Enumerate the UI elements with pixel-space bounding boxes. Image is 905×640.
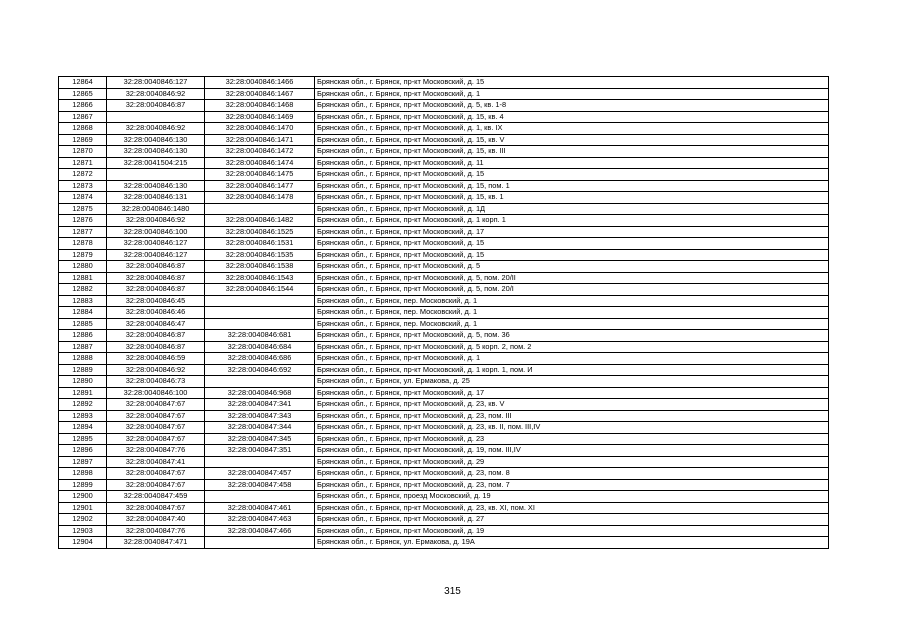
land-cadastral-number-cell [107, 111, 205, 123]
table-row [59, 203, 829, 215]
row-number-cell: 12900 [59, 491, 107, 503]
table-row [59, 445, 829, 457]
object-cadastral-number-cell: 32:28:0040847:345 [205, 433, 315, 445]
address-cell: Брянская обл., г. Брянск, пр-кт Московский, д. 15 [315, 249, 829, 261]
address-cell: Брянская обл., г. Брянск, пр-кт Московский, д. 23, кв. XI, пом. XI [315, 502, 829, 514]
row-number-cell: 12903 [59, 525, 107, 537]
table-row [59, 192, 829, 204]
address-cell: Брянская обл., г. Брянск, пр-кт Московский, д. 17 [315, 387, 829, 399]
land-cadastral-number-cell: 32:28:0040846:100 [107, 387, 205, 399]
row-number-cell: 12864 [59, 77, 107, 89]
table-row [59, 284, 829, 296]
land-cadastral-number-cell: 32:28:0040846:87 [107, 341, 205, 353]
table-row [59, 146, 829, 158]
object-cadastral-number-cell: 32:28:0040846:1535 [205, 249, 315, 261]
object-cadastral-number-cell: 32:28:0040847:458 [205, 479, 315, 491]
land-cadastral-number-cell: 32:28:0040846:45 [107, 295, 205, 307]
row-number-cell: 12868 [59, 123, 107, 135]
object-cadastral-number-cell: 32:28:0040847:466 [205, 525, 315, 537]
land-cadastral-number-cell: 32:28:0040846:92 [107, 123, 205, 135]
address-cell: Брянская обл., г. Брянск, пр-кт Московский, д. 5 [315, 261, 829, 273]
land-cadastral-number-cell: 32:28:0040847:40 [107, 514, 205, 526]
land-cadastral-number-cell: 32:28:0040847:459 [107, 491, 205, 503]
row-number-cell: 12888 [59, 353, 107, 365]
row-number-cell: 12874 [59, 192, 107, 204]
table-row [59, 422, 829, 434]
row-number-cell: 12884 [59, 307, 107, 319]
row-number-cell: 12872 [59, 169, 107, 181]
land-cadastral-number-cell: 32:28:0040847:471 [107, 537, 205, 549]
table-row [59, 456, 829, 468]
address-cell: Брянская обл., г. Брянск, пр-кт Московский, д. 19, пом. III,IV [315, 445, 829, 457]
object-cadastral-number-cell: 32:28:0040846:692 [205, 364, 315, 376]
address-cell: Брянская обл., г. Брянск, пр-кт Московский, д. 1 [315, 88, 829, 100]
land-cadastral-number-cell: 32:28:0040847:67 [107, 433, 205, 445]
object-cadastral-number-cell: 32:28:0040847:351 [205, 445, 315, 457]
object-cadastral-number-cell: 32:28:0040846:968 [205, 387, 315, 399]
table-row [59, 341, 829, 353]
object-cadastral-number-cell: 32:28:0040847:343 [205, 410, 315, 422]
land-cadastral-number-cell: 32:28:0040847:67 [107, 410, 205, 422]
land-cadastral-number-cell: 32:28:0040846:47 [107, 318, 205, 330]
object-cadastral-number-cell: 32:28:0040846:1475 [205, 169, 315, 181]
object-cadastral-number-cell [205, 307, 315, 319]
land-cadastral-number-cell: 32:28:0040846:87 [107, 261, 205, 273]
object-cadastral-number-cell [205, 376, 315, 388]
table-row [59, 318, 829, 330]
land-cadastral-number-cell: 32:28:0040846:1480 [107, 203, 205, 215]
object-cadastral-number-cell: 32:28:0040846:1470 [205, 123, 315, 135]
row-number-cell: 12875 [59, 203, 107, 215]
object-cadastral-number-cell: 32:28:0040846:1478 [205, 192, 315, 204]
table-row [59, 261, 829, 273]
table-row [59, 157, 829, 169]
address-cell: Брянская обл., г. Брянск, пр-кт Московский, д. 17 [315, 226, 829, 238]
table-row [59, 272, 829, 284]
object-cadastral-number-cell: 32:28:0040846:1468 [205, 100, 315, 112]
address-cell: Брянская обл., г. Брянск, пр-кт Московский, д. 23 [315, 433, 829, 445]
object-cadastral-number-cell: 32:28:0040846:1472 [205, 146, 315, 158]
table-row [59, 226, 829, 238]
page-number: 315 [444, 586, 461, 597]
address-cell: Брянская обл., г. Брянск, пер. Московский, д. 1 [315, 307, 829, 319]
address-cell: Брянская обл., г. Брянск, пр-кт Московский, д. 1 корп. 1 [315, 215, 829, 227]
address-cell: Брянская обл., г. Брянск, пр-кт Московский, д. 19 [315, 525, 829, 537]
object-cadastral-number-cell: 32:28:0040846:1466 [205, 77, 315, 89]
row-number-cell: 12894 [59, 422, 107, 434]
table-row [59, 123, 829, 135]
address-cell: Брянская обл., г. Брянск, пр-кт Московский, д. 29 [315, 456, 829, 468]
row-number-cell: 12865 [59, 88, 107, 100]
object-cadastral-number-cell: 32:28:0040846:1474 [205, 157, 315, 169]
table-row [59, 537, 829, 549]
land-cadastral-number-cell: 32:28:0040847:67 [107, 468, 205, 480]
row-number-cell: 12877 [59, 226, 107, 238]
address-cell: Брянская обл., г. Брянск, пр-кт Московский, д. 23, пом. 7 [315, 479, 829, 491]
table-row [59, 514, 829, 526]
object-cadastral-number-cell: 32:28:0040847:341 [205, 399, 315, 411]
address-cell: Брянская обл., г. Брянск, ул. Ермакова, д. 19А [315, 537, 829, 549]
row-number-cell: 12882 [59, 284, 107, 296]
table-body [59, 77, 829, 549]
row-number-cell: 12873 [59, 180, 107, 192]
land-cadastral-number-cell: 32:28:0040846:46 [107, 307, 205, 319]
row-number-cell: 12892 [59, 399, 107, 411]
object-cadastral-number-cell [205, 537, 315, 549]
object-cadastral-number-cell: 32:28:0040846:1482 [205, 215, 315, 227]
address-cell: Брянская обл., г. Брянск, пр-кт Московский, д. 15 [315, 238, 829, 250]
row-number-cell: 12866 [59, 100, 107, 112]
land-cadastral-number-cell: 32:28:0040846:130 [107, 134, 205, 146]
land-cadastral-number-cell: 32:28:0040847:67 [107, 502, 205, 514]
table-row [59, 215, 829, 227]
row-number-cell: 12871 [59, 157, 107, 169]
object-cadastral-number-cell: 32:28:0040846:1471 [205, 134, 315, 146]
object-cadastral-number-cell [205, 491, 315, 503]
land-cadastral-number-cell: 32:28:0040847:41 [107, 456, 205, 468]
table-row [59, 88, 829, 100]
object-cadastral-number-cell: 32:28:0040847:457 [205, 468, 315, 480]
land-cadastral-number-cell: 32:28:0040846:87 [107, 284, 205, 296]
land-cadastral-number-cell: 32:28:0040846:87 [107, 100, 205, 112]
table-row [59, 77, 829, 89]
table-row [59, 100, 829, 112]
address-cell: Брянская обл., г. Брянск, пр-кт Московский, д. 1Д [315, 203, 829, 215]
address-cell: Брянская обл., г. Брянск, пр-кт Московский, д. 5, кв. 1-8 [315, 100, 829, 112]
land-cadastral-number-cell [107, 169, 205, 181]
address-cell: Брянская обл., г. Брянск, пр-кт Московский, д. 15, кв. 4 [315, 111, 829, 123]
object-cadastral-number-cell: 32:28:0040846:1469 [205, 111, 315, 123]
address-cell: Брянская обл., г. Брянск, пр-кт Московский, д. 15 [315, 169, 829, 181]
land-cadastral-number-cell: 32:28:0040847:76 [107, 525, 205, 537]
land-cadastral-number-cell: 32:28:0040846:87 [107, 272, 205, 284]
table-row [59, 502, 829, 514]
row-number-cell: 12889 [59, 364, 107, 376]
table-row [59, 238, 829, 250]
table-row [59, 479, 829, 491]
land-cadastral-number-cell: 32:28:0040847:76 [107, 445, 205, 457]
table-row [59, 468, 829, 480]
table-row [59, 295, 829, 307]
row-number-cell: 12898 [59, 468, 107, 480]
row-number-cell: 12870 [59, 146, 107, 158]
row-number-cell: 12881 [59, 272, 107, 284]
row-number-cell: 12883 [59, 295, 107, 307]
table-row [59, 180, 829, 192]
row-number-cell: 12897 [59, 456, 107, 468]
object-cadastral-number-cell: 32:28:0040846:1544 [205, 284, 315, 296]
row-number-cell: 12899 [59, 479, 107, 491]
object-cadastral-number-cell [205, 295, 315, 307]
object-cadastral-number-cell: 32:28:0040846:684 [205, 341, 315, 353]
land-cadastral-number-cell: 32:28:0040846:73 [107, 376, 205, 388]
table-row [59, 169, 829, 181]
table-row [59, 525, 829, 537]
address-cell: Брянская обл., г. Брянск, пр-кт Московский, д. 15, кв. 1 [315, 192, 829, 204]
row-number-cell: 12887 [59, 341, 107, 353]
row-number-cell: 12880 [59, 261, 107, 273]
address-cell: Брянская обл., г. Брянск, пр-кт Московский, д. 15, пом. 1 [315, 180, 829, 192]
table-row [59, 376, 829, 388]
object-cadastral-number-cell: 32:28:0040846:1538 [205, 261, 315, 273]
object-cadastral-number-cell: 32:28:0040846:1477 [205, 180, 315, 192]
land-cadastral-number-cell: 32:28:0040846:87 [107, 330, 205, 342]
address-cell: Брянская обл., г. Брянск, пр-кт Московский, д. 1, кв. IX [315, 123, 829, 135]
table-row [59, 249, 829, 261]
object-cadastral-number-cell: 32:28:0040846:1531 [205, 238, 315, 250]
object-cadastral-number-cell [205, 203, 315, 215]
address-cell: Брянская обл., г. Брянск, пр-кт Московский, д. 1 корп. 1, пом. И [315, 364, 829, 376]
land-cadastral-number-cell: 32:28:0040846:100 [107, 226, 205, 238]
row-number-cell: 12895 [59, 433, 107, 445]
row-number-cell: 12891 [59, 387, 107, 399]
row-number-cell: 12890 [59, 376, 107, 388]
row-number-cell: 12886 [59, 330, 107, 342]
address-cell: Брянская обл., г. Брянск, пр-кт Московский, д. 23, пом. 8 [315, 468, 829, 480]
table-row [59, 387, 829, 399]
address-cell: Брянская обл., г. Брянск, пер. Московский, д. 1 [315, 318, 829, 330]
address-cell: Брянская обл., г. Брянск, пр-кт Московский, д. 11 [315, 157, 829, 169]
address-cell: Брянская обл., г. Брянск, пер. Московский, д. 1 [315, 295, 829, 307]
land-cadastral-number-cell: 32:28:0040846:131 [107, 192, 205, 204]
table-row [59, 433, 829, 445]
table-row [59, 399, 829, 411]
object-cadastral-number-cell: 32:28:0040847:463 [205, 514, 315, 526]
table-row [59, 307, 829, 319]
object-cadastral-number-cell: 32:28:0040847:344 [205, 422, 315, 434]
row-number-cell: 12904 [59, 537, 107, 549]
address-cell: Брянская обл., г. Брянск, пр-кт Московский, д. 5, пом. 36 [315, 330, 829, 342]
table-row [59, 491, 829, 503]
address-cell: Брянская обл., г. Брянск, проезд Московский, д. 19 [315, 491, 829, 503]
row-number-cell: 12869 [59, 134, 107, 146]
address-cell: Брянская обл., г. Брянск, пр-кт Московский, д. 23, пом. III [315, 410, 829, 422]
address-cell: Брянская обл., г. Брянск, пр-кт Московский, д. 5, пом. 20/II [315, 272, 829, 284]
land-cadastral-number-cell: 32:28:0040847:67 [107, 479, 205, 491]
table-row [59, 330, 829, 342]
address-cell: Брянская обл., г. Брянск, пр-кт Московский, д. 23, кв. II, пом. III,IV [315, 422, 829, 434]
table-row [59, 134, 829, 146]
address-cell: Брянская обл., г. Брянск, пр-кт Московский, д. 15, кв. III [315, 146, 829, 158]
row-number-cell: 12867 [59, 111, 107, 123]
land-cadastral-number-cell: 32:28:0040847:67 [107, 399, 205, 411]
table-row [59, 353, 829, 365]
land-cadastral-number-cell: 32:28:0040846:92 [107, 88, 205, 100]
row-number-cell: 12902 [59, 514, 107, 526]
object-cadastral-number-cell: 32:28:0040846:686 [205, 353, 315, 365]
object-cadastral-number-cell: 32:28:0040846:681 [205, 330, 315, 342]
address-cell: Брянская обл., г. Брянск, пр-кт Московский, д. 5, пом. 20/I [315, 284, 829, 296]
address-cell: Брянская обл., г. Брянск, пр-кт Московский, д. 15 [315, 77, 829, 89]
row-number-cell: 12901 [59, 502, 107, 514]
land-cadastral-number-cell: 32:28:0040847:67 [107, 422, 205, 434]
address-cell: Брянская обл., г. Брянск, пр-кт Московский, д. 15, кв. V [315, 134, 829, 146]
object-cadastral-number-cell [205, 456, 315, 468]
row-number-cell: 12893 [59, 410, 107, 422]
land-cadastral-number-cell: 32:28:0040846:92 [107, 364, 205, 376]
land-cadastral-number-cell: 32:28:0040846:127 [107, 238, 205, 250]
object-cadastral-number-cell: 32:28:0040847:461 [205, 502, 315, 514]
table-row [59, 364, 829, 376]
object-cadastral-number-cell [205, 318, 315, 330]
cadastral-table [58, 76, 829, 549]
row-number-cell: 12878 [59, 238, 107, 250]
land-cadastral-number-cell: 32:28:0040846:127 [107, 249, 205, 261]
land-cadastral-number-cell: 32:28:0040846:59 [107, 353, 205, 365]
land-cadastral-number-cell: 32:28:0040846:92 [107, 215, 205, 227]
address-cell: Брянская обл., г. Брянск, пр-кт Московский, д. 23, кв. V [315, 399, 829, 411]
row-number-cell: 12896 [59, 445, 107, 457]
address-cell: Брянская обл., г. Брянск, пр-кт Московский, д. 1 [315, 353, 829, 365]
object-cadastral-number-cell: 32:28:0040846:1525 [205, 226, 315, 238]
land-cadastral-number-cell: 32:28:0040846:130 [107, 180, 205, 192]
row-number-cell: 12876 [59, 215, 107, 227]
land-cadastral-number-cell: 32:28:0040846:130 [107, 146, 205, 158]
land-cadastral-number-cell: 32:28:0040846:127 [107, 77, 205, 89]
land-cadastral-number-cell: 32:28:0041504:215 [107, 157, 205, 169]
object-cadastral-number-cell: 32:28:0040846:1543 [205, 272, 315, 284]
address-cell: Брянская обл., г. Брянск, ул. Ермакова, д. 25 [315, 376, 829, 388]
address-cell: Брянская обл., г. Брянск, пр-кт Московский, д. 27 [315, 514, 829, 526]
table-row [59, 410, 829, 422]
row-number-cell: 12879 [59, 249, 107, 261]
object-cadastral-number-cell: 32:28:0040846:1467 [205, 88, 315, 100]
address-cell: Брянская обл., г. Брянск, пр-кт Московский, д. 5 корп. 2, пом. 2 [315, 341, 829, 353]
table-row [59, 111, 829, 123]
row-number-cell: 12885 [59, 318, 107, 330]
